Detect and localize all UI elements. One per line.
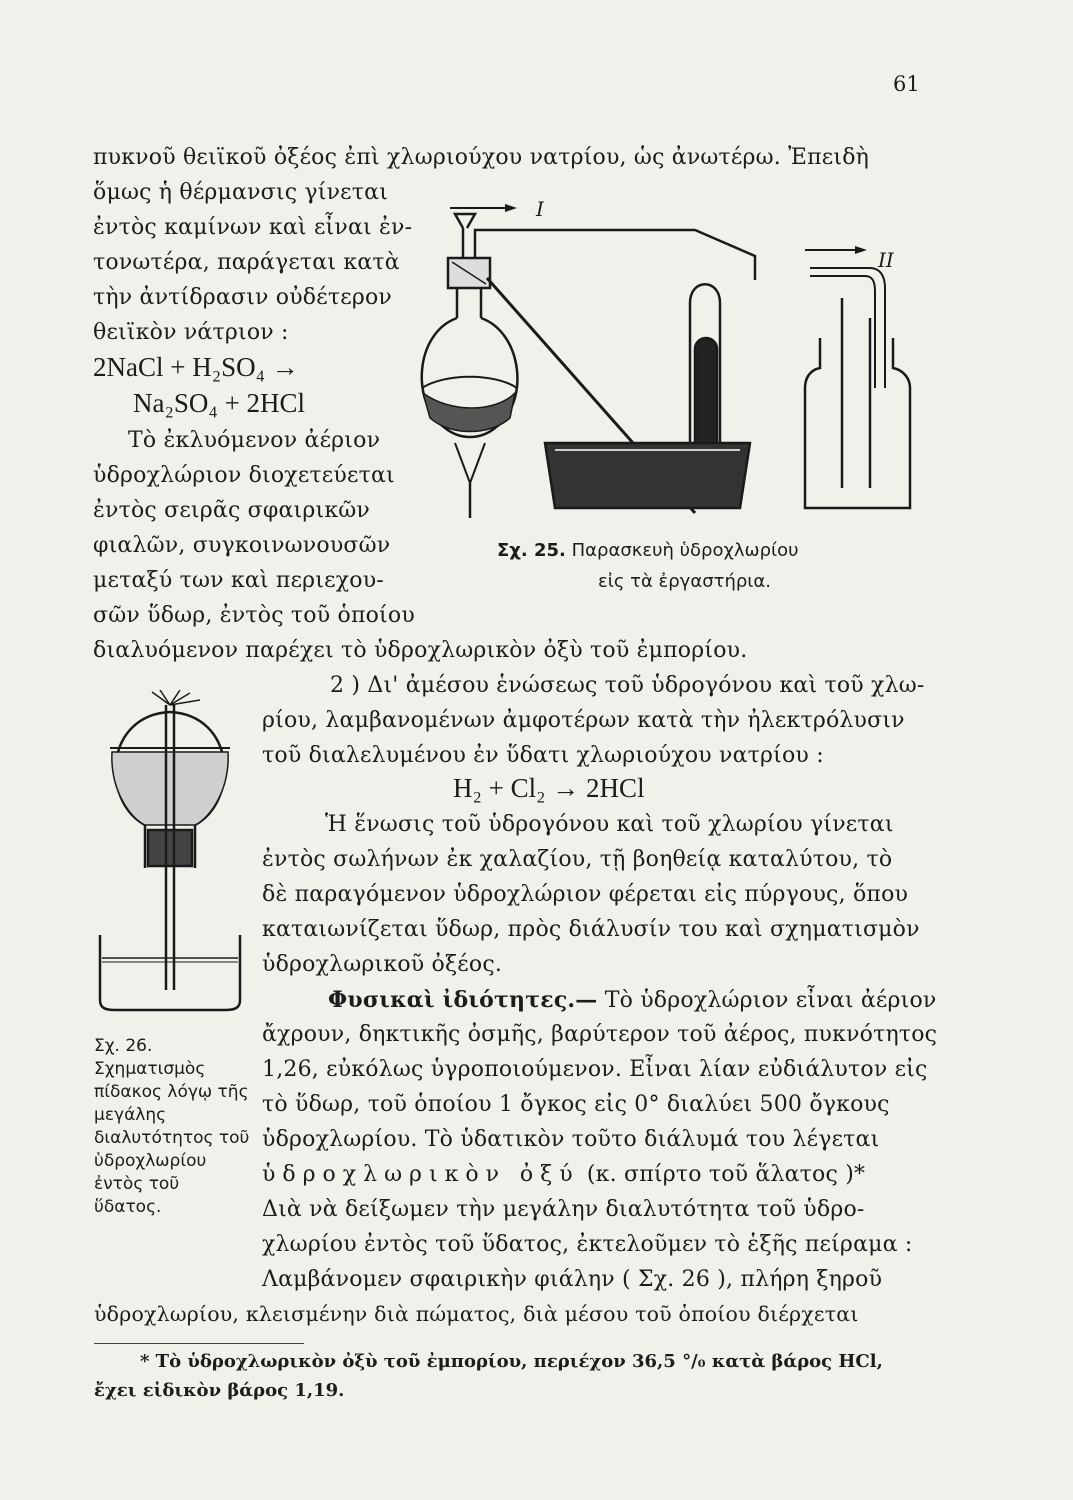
para2-line-7: διαλυόμενον παρέχει τὸ ὑδροχλωρικὸν ὀξὺ τοῦ ἐμπορίου.: [93, 638, 748, 663]
figure-25-label-ii: II: [878, 248, 894, 272]
footnote-line-2: ἔχει εἰδικὸν βάρος 1,19.: [94, 1380, 345, 1401]
para2-line-3: ἐντὸς σειρᾶς σφαιρικῶν: [93, 498, 370, 523]
properties-line-1: [328, 987, 937, 1013]
intro-line-1: πυκνοῦ θειϊκοῦ ὀξέος ἐπὶ χλωριούχου νατρίου, ὡς ἀνωτέρω. Ἐπειδὴ: [93, 145, 870, 170]
figure-25-caption-line-1: [497, 540, 799, 561]
para3-line-4: καταιωνίζεται ὕδωρ, πρὸς διάλυσίν του καὶ σχηματισμὸν: [262, 917, 920, 942]
intro-line-4: τονωτέρα, παράγεται κατὰ: [93, 250, 400, 275]
page-number: 61: [893, 72, 920, 96]
equation-1-line-2: Na₂SO₄ + 2HCl: [133, 388, 306, 418]
properties-line-3: 1,26, εὐκόλως ὑγροποιούμενον. Εἶναι λίαν εὐδιάλυτον εἰς: [262, 1057, 928, 1082]
properties-line-1-text: Τὸ ὑδροχλώριον εἶναι ἀέριον: [604, 988, 937, 1013]
figure-25-caption-text: Παρασκευὴ ὑδροχλωρίου: [571, 540, 799, 561]
para3-line-3: δὲ παραγόμενον ὑδροχλώριον φέρεται εἰς πύργους, ὅπου: [262, 882, 909, 907]
figure-25-label-i: I: [536, 197, 544, 221]
properties-line-6: [262, 1162, 865, 1187]
properties-line-4: τὸ ὕδωρ, τοῦ ὁποίου 1 ὄγκος εἰς 0° διαλύει 500 ὄγκους: [262, 1092, 890, 1117]
properties-line-8: χλωρίου ἐντὸς τοῦ ὕδατος, ἐκτελοῦμεν τὸ ἑξῆς πείραμα :: [262, 1232, 913, 1257]
para2-line-2: ὑδροχλώριον διοχετεύεται: [93, 463, 395, 488]
properties-spaced-term: ὑδροχλωρικὸν ὀξύ: [262, 1162, 580, 1187]
intro-line-2: ὅμως ἡ θέρμανσις γίνεται: [93, 180, 389, 205]
para2-line-5: μεταξύ των καὶ περιεχου-: [93, 568, 384, 593]
properties-line-7: Διὰ νὰ δείξωμεν τὴν μεγάλην διαλυτότητα τοῦ ὑδρο-: [262, 1197, 865, 1222]
para3-line-1: Ἡ ἕνωσις τοῦ ὑδρογόνου καὶ τοῦ χλωρίου γίνεται: [325, 812, 894, 837]
properties-line-5: ὑδροχλωρίου. Τὸ ὑδατικὸν τοῦτο διάλυμά του λέγεται: [262, 1127, 880, 1152]
figure-25-caption-number: Σχ. 25.: [497, 540, 566, 561]
para2-line-6: σῶν ὕδωρ, ἐντὸς τοῦ ὁποίου: [93, 603, 415, 628]
section2-line-1: 2 ) Δι' ἀμέσου ἑνώσεως τοῦ ὑδρογόνου καὶ τοῦ χλω-: [330, 673, 925, 698]
footnote-line-1: * Τὸ ὑδροχλωρικὸν ὀξὺ τοῦ ἐμπορίου, περιέχον 36,5 °/₀ κατὰ βάρος HCl,: [140, 1351, 883, 1372]
properties-heading: Φυσικαὶ ἰδιότητες.—: [328, 987, 598, 1013]
intro-line-3: ἐντὸς καμίνων καὶ εἶναι ἐν-: [93, 215, 413, 240]
equation-1-line-1: 2NaCl + H₂SO₄ →: [93, 352, 299, 382]
figure-25-caption-line-2: εἰς τὰ ἐργαστήρια.: [598, 571, 771, 592]
intro-line-5: τὴν ἀντίδρασιν οὐδέτερον: [93, 285, 392, 310]
properties-line-10: ὑδροχλωρίου, κλεισμένην διὰ πώματος, διὰ μέσου τοῦ ὁποίου διέρχεται: [94, 1302, 859, 1326]
para2-line-1: Τὸ ἐκλυόμενον ἀέριον: [128, 428, 381, 453]
properties-line-2: ἄχρουν, δηκτικῆς ὀσμῆς, βαρύτερον τοῦ ἀέρος, πυκνότητος: [262, 1022, 938, 1047]
section2-line-2: ρίου, λαμβανομένων ἀμφοτέρων κατὰ τὴν ἠλεκτρόλυσιν: [262, 708, 905, 733]
intro-line-6: θειϊκὸν νάτριον :: [93, 320, 289, 345]
properties-line-9: Λαμβάνομεν σφαιρικὴν φιάλην ( Σχ. 26 ), πλήρη ξηροῦ: [262, 1267, 883, 1292]
figure-25-apparatus: [405, 188, 945, 533]
para2-line-4: φιαλῶν, συγκοινωνουσῶν: [93, 533, 391, 558]
figure-26-fountain: [90, 690, 250, 1020]
section2-line-3: τοῦ διαλελυμένου ἐν ὕδατι χλωριούχου νατρίου :: [262, 743, 824, 768]
para3-line-5: ὑδροχλωρικοῦ ὀξέος.: [262, 952, 503, 977]
equation-2: H₂ + Cl₂ → 2HCl: [453, 773, 645, 803]
properties-line-6-rest: (κ. σπίρτο τοῦ ἅλατος )*: [586, 1162, 866, 1187]
footnote-rule: [94, 1343, 304, 1344]
figure-26-caption: Σχ. 26. Σχηματισμὸς πίδακος λόγῳ τῆς μεγάλης διαλυτότητος τοῦ ὑδροχλωρίου ἐντὸς τοῦ ὕδατος.: [94, 1036, 250, 1217]
para3-line-2: ἐντὸς σωλήνων ἐκ χαλαζίου, τῇ βοηθείᾳ καταλύτου, τὸ: [262, 847, 893, 872]
